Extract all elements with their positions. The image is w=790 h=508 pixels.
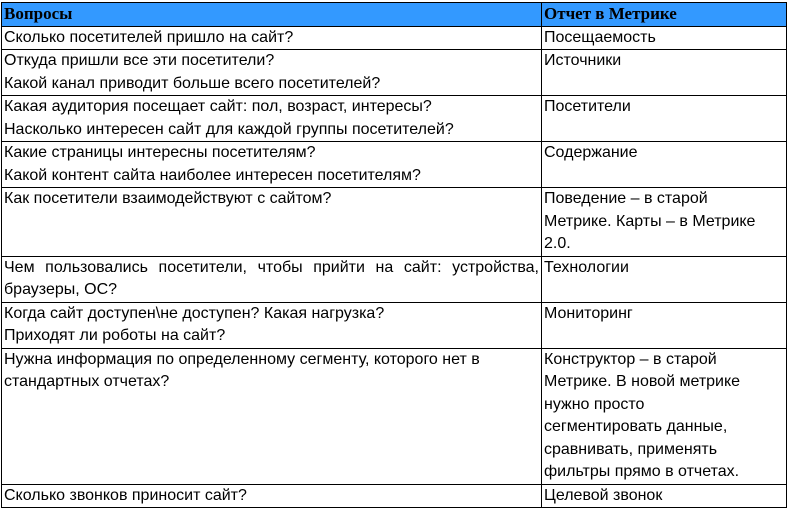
header-questions: Вопросы	[2, 3, 542, 27]
report-line: Посещаемость	[544, 28, 656, 46]
question-cell	[2, 142, 542, 188]
question-cell	[2, 302, 542, 348]
report-cell	[542, 96, 787, 142]
question-line: Какая аудитория посещает сайт: пол, возраст, интересы?	[4, 98, 432, 115]
question-line: Какой контент сайта наиболее интересен посетителям?	[4, 166, 421, 184]
question-cell	[2, 348, 542, 484]
table-row	[2, 348, 787, 484]
question-line: Какой канал приводит больше всего посетителей?	[4, 74, 381, 92]
question-line: Как посетители взаимодействуют с сайтом?	[4, 190, 332, 207]
question-cell	[2, 50, 542, 96]
report-line: Мониторинг	[544, 304, 633, 322]
question-line: Когда сайт доступен\не доступен? Какая нагрузка?	[4, 304, 385, 322]
table-row	[2, 50, 787, 96]
question-cell	[2, 188, 542, 257]
question-cell	[2, 26, 542, 50]
report-cell	[542, 26, 787, 50]
report-cell	[542, 50, 787, 96]
question-cell	[2, 96, 542, 142]
report-line: Поведение – в старой	[544, 190, 708, 207]
report-line: Целевой звонок	[544, 486, 663, 504]
table-row	[2, 188, 787, 257]
question-line: Нужна информация по определенному сегменту, которого нет в стандартных отчетах?	[4, 350, 480, 390]
question-line: Какие страницы интересны посетителям?	[4, 144, 316, 161]
question-line: Чем пользовались посетители, чтобы прийти на сайт: устройства, браузеры, ОС?	[4, 258, 539, 298]
report-line: Источники	[544, 52, 622, 69]
table-row	[2, 96, 787, 142]
report-cell	[542, 188, 787, 257]
table-body	[2, 26, 787, 508]
question-line: Сколько звонков приносит сайт?	[4, 486, 247, 504]
report-cell	[542, 142, 787, 188]
report-line: 2.0.	[544, 235, 571, 252]
question-line: Сколько посетителей пришло на сайт?	[4, 28, 294, 46]
table-header-row	[2, 3, 787, 27]
table-row	[2, 26, 787, 50]
report-line: Содержание	[544, 144, 638, 161]
questions-reports-table	[1, 2, 787, 508]
question-line: Откуда пришли все эти посетители?	[4, 52, 275, 69]
header-report: Отчет в Метрике	[542, 3, 787, 27]
report-cell	[542, 256, 787, 302]
report-line: сегментировать данные,	[544, 418, 728, 435]
report-line: Посетители	[544, 98, 631, 115]
question-cell	[2, 256, 542, 302]
report-line: Конструктор – в старой	[544, 350, 717, 368]
report-line: нужно просто	[544, 395, 645, 413]
report-line: Метрике. Карты – в Метрике	[544, 212, 756, 230]
report-cell	[542, 302, 787, 348]
question-line: Насколько интересен сайт для каждой группы посетителей?	[4, 120, 454, 138]
table-row	[2, 256, 787, 302]
table-row	[2, 142, 787, 188]
report-line: фильтры прямо в отчетах.	[544, 463, 740, 480]
report-line: Технологии	[544, 258, 629, 276]
table-row	[2, 302, 787, 348]
report-cell	[542, 348, 787, 484]
report-line: Метрике. В новой метрике	[544, 373, 741, 390]
report-line: сравнивать, применять	[544, 440, 718, 458]
question-line: Приходят ли роботы на сайт?	[4, 327, 226, 344]
